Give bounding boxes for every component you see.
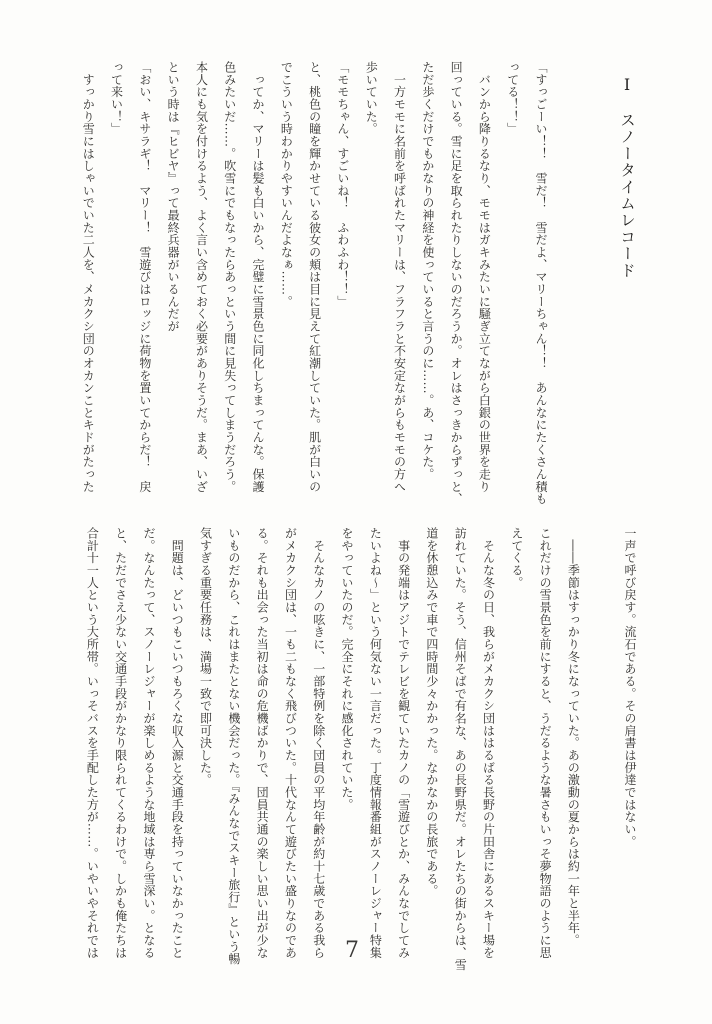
text-column: でこういう時わかりやすいんだよなぁ……。	[279, 61, 294, 308]
text-column: 「すっごーい！！ 雪だ！ 雪だよ、マリーちゃん！！ あんなにたくさん積も	[534, 61, 548, 505]
text-column: 色みたいだ……。吹雪にでもなったらあっという間に見失ってしまうだろう。	[222, 61, 237, 493]
text-column: すっかり雪にはしゃいでいた二人を、メカクシ団のオカンことキドがたった	[81, 61, 96, 493]
page-number: 7	[345, 938, 359, 963]
text-column: そんなカノの呟きに、一部特例を除く団員の平均年齢が約十七歳である我ら	[311, 527, 326, 959]
text-column: 気すぎる重要任務は、満場一致で即可決した。	[198, 527, 213, 786]
text-column: 一声で呼び戻す。流石である。その肩書は伊達ではない。	[623, 527, 637, 848]
chapter-title: Ⅰ スノータイムレコード	[618, 76, 636, 279]
text-column: 訪れていた。そう、信州そばで有名な、あの長野県だ。オレたちの街からは、雪	[453, 527, 468, 971]
text-column: 本人にも気を付けるよう、よく言い含めておく必要がありそうだ。まあ、いざ	[194, 61, 209, 493]
text-column: バンから降りるなり、モモはガキみたいに騒ぎ立てながら白銀の世界を走り	[477, 61, 492, 493]
text-column: 事の発端はアジトでテレビを観ていたカノの「雪遊びとか、みんなでしてみ	[396, 527, 411, 959]
text-column: いものだから、これはまたとない機会だった。『みんなでスキー旅行』という暢	[226, 527, 241, 965]
text-column: がメカクシ団は、一も二もなく飛びついた。十代なんて遊びたい盛りなのであ	[283, 527, 298, 959]
text-column: 一方モモに名前を呼ばれたマリーは、フラフラと不安定ながらもモモの方へ	[392, 61, 407, 493]
text-column: 回っている。雪に足を取られたりしないのだろうか。オレはさっきからずっと、	[449, 61, 464, 505]
text-column: をやっていたのだ。完全にそれに感化されていた。	[340, 527, 355, 811]
text-column: えてくる。	[509, 527, 524, 589]
text-column: 問題は、どいつもこいつもろくな収入源と交通手段を持っていなかったこと	[170, 527, 185, 959]
text-column: ただ歩くだけでもかなりの神経を使っていると言うのに……。あ、コケた。	[420, 61, 435, 481]
text-column: 「おい、キサラギ！ マリー！ 雪遊びはロッジに荷物を置いてからだ！ 戻	[137, 61, 152, 493]
text-column: ってる！！」	[505, 61, 520, 135]
text-column: という時は『ヒビヤ』って最終兵器がいるんだが	[166, 61, 181, 333]
text-column: ――季節はすっかり冬になっていた。あの激動の夏からは約一年と半年。	[566, 527, 581, 947]
text-column: 道を休憩込みで車で四時間少々かかった。なかなかの長旅である。	[424, 527, 439, 897]
text-column: ってか、マリーは髪も白いから、完璧に雪景色に同化しちまってんな。保護	[251, 61, 266, 493]
text-column: る。それも出会った当初は命の危機ばかりで、団員共通の楽しい思い出が少な	[255, 527, 270, 959]
text-column: 歩いていた。	[364, 61, 379, 135]
text-column: これだけの雪景色を前にすると、うだるような暑さもいっそ夢物語のように思	[538, 527, 553, 959]
text-column: たいよね〜」という何気ない一言だった。丁度情報番組がスノーレジャー特集	[368, 527, 383, 959]
text-column: と、桃色の瞳を輝かせている彼女の頬は目に見えて紅潮していた。肌が白いの	[307, 61, 322, 493]
text-column: だ。なんたって、スノーレジャーが楽しめるような地域は専ら雪深い。となる	[141, 527, 156, 959]
text-column: と、ただでさえ少ない交通手段がかなり限られてくるわけで。しかも俺たちは	[113, 527, 128, 959]
text-column: そんな冬の日、我らがメカクシ団ははるばる長野の片田舎にあるスキー場を	[481, 527, 496, 959]
text-column: って来い！」	[109, 61, 124, 135]
text-column: 「モモちゃん、すごいね！ ふわふわ！！」	[335, 61, 350, 308]
upper-text-block	[74, 61, 555, 513]
text-column	[587, 527, 615, 979]
lower-text-block	[78, 527, 644, 979]
text-column: 合計十一人という大所帯。いっそバスを手配した方が……。いやいやそれでは	[85, 527, 100, 959]
